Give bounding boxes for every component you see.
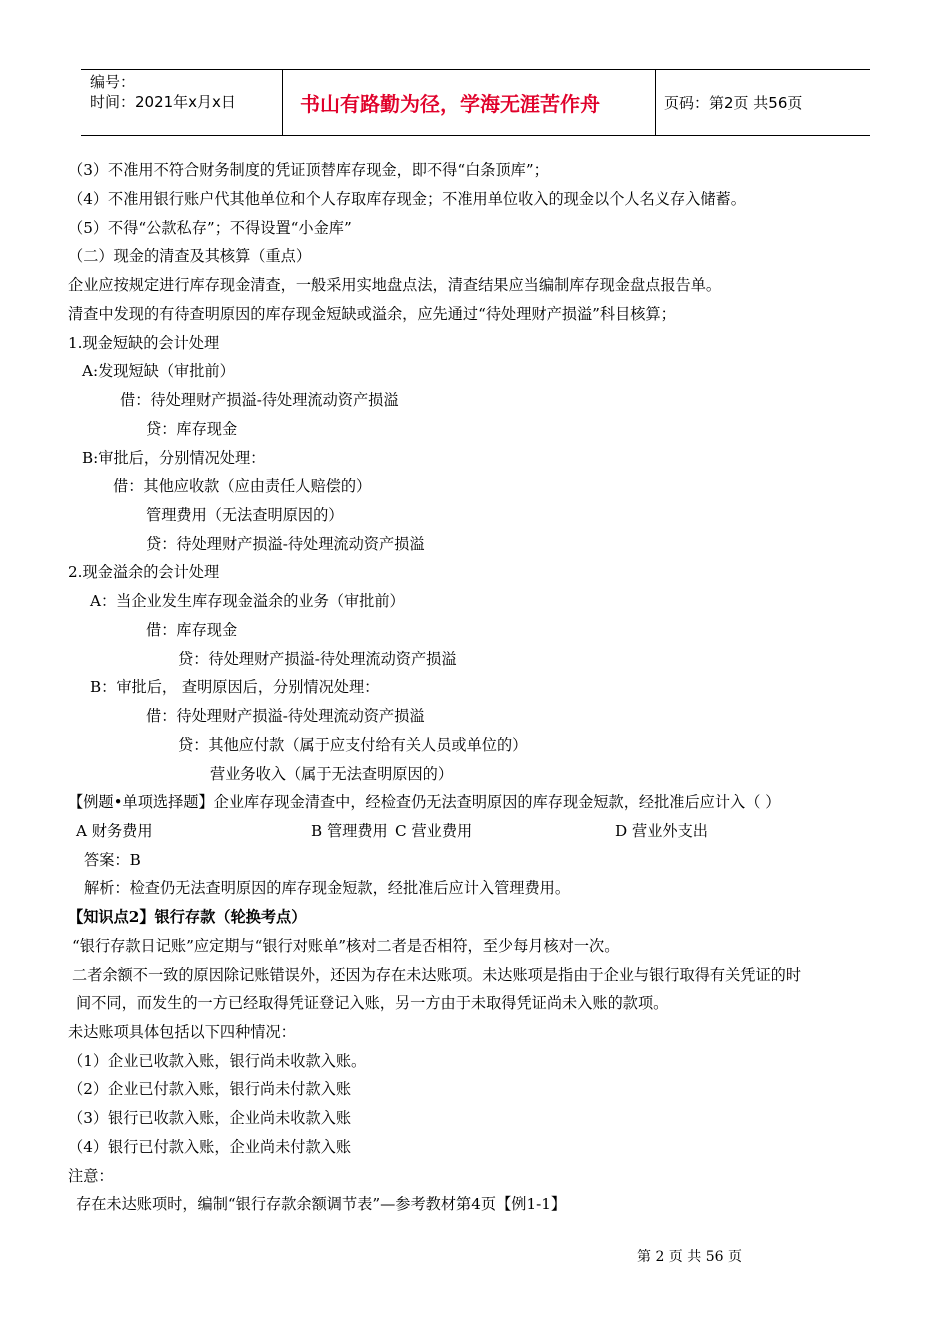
shortage-b-credit: 贷：待处理财产损溢-待处理流动资产损溢 [146,535,425,553]
option-b: B 管理费用 [311,822,388,840]
header-number-label: 编号： [90,73,136,91]
surplus-step-a: A：当企业发生库存现金溢余的业务（审批前） [90,592,405,610]
option-c: C 营业费用 [395,822,473,840]
rule-line-5: （5）不得“公款私存”；不得设置“小金库” [68,219,352,237]
outstanding-case-1: （1）企业已收款入账，银行尚未收款入账。 [68,1052,367,1070]
surplus-step-b: B：审批后， 查明原因后，分别情况处理： [90,678,380,696]
shortage-step-b: B:审批后，分别情况处理： [82,449,266,467]
outstanding-case-3: （3）银行已收款入账，企业尚未收款入账 [68,1109,352,1127]
paragraph-cash-discrepancy: 清查中发现的有待查明原因的库存现金短缺或溢余，应先通过“待处理财产损溢”科目核算； [68,305,676,323]
option-d: D 营业外支出 [615,822,708,840]
surplus-b-credit: 贷：其他应付款（属于应支付给有关人员或单位的） [178,736,528,754]
outstanding-case-2: （2）企业已付款入账，银行尚未付款入账 [68,1080,352,1098]
note-label: 注意： [68,1167,114,1185]
knowledge-point-heading: 【知识点2】银行存款（轮换考点） [68,908,307,926]
shortage-b-debit-2: 管理费用（无法查明原因的） [146,506,344,524]
shortage-a-credit: 贷：库存现金 [146,420,238,438]
option-a: A 财务费用 [76,822,153,840]
section-heading-cash-check: （二）现金的清查及其核算（重点） [68,247,311,265]
outstanding-intro: 未达账项具体包括以下四种情况： [68,1023,296,1041]
header-bottom-rule [81,135,870,136]
header-top-rule [81,69,870,70]
rule-line-4: （4）不准用银行账户代其他单位和个人存取库存现金；不准用单位收入的现金以个人名义存入储蓄。 [68,190,746,208]
header-motto: 书山有路勤为径，学海无涯苦作舟 [300,92,600,116]
surplus-b-debit: 借：待处理财产损溢-待处理流动资产损溢 [146,707,425,725]
outstanding-case-4: （4）银行已付款入账，企业尚未付款入账 [68,1138,352,1156]
surplus-a-debit: 借：库存现金 [146,621,238,639]
note-text: 存在未达账项时，编制“银行存款余额调节表”—参考教材第4页【例1-1】 [76,1195,567,1213]
rule-line-3: （3）不准用不符合财务制度的凭证顶替库存现金，即不得“白条顶库”； [68,161,549,179]
header-divider-right [655,69,656,135]
surplus-a-credit: 贷：待处理财产损溢-待处理流动资产损溢 [178,650,457,668]
header-time-label: 时间：2021年x月x日 [90,93,236,111]
paragraph-outstanding-1: 二者余额不一致的原因除记账错误外，还因为存在未达账项。未达账项是指由于企业与银行取得有关凭证的时 [72,966,801,984]
subheading-cash-surplus: 2.现金溢余的会计处理 [68,563,220,581]
shortage-b-debit: 借：其他应收款（应由责任人赔偿的） [113,477,372,495]
paragraph-cash-check: 企业应按规定进行库存现金清查，一般采用实地盘点法，清查结果应当编制库存现金盘点报告单。 [68,276,722,294]
subheading-cash-shortage: 1.现金短缺的会计处理 [68,334,220,352]
header-divider-left [282,69,283,135]
header-page-info: 页码：第2页 共56页 [664,94,803,112]
shortage-a-debit: 借：待处理财产损溢-待处理流动资产损溢 [120,391,399,409]
example-question: 【例题•单项选择题】企业库存现金清查中，经检查仍无法查明原因的库存现金短款，经批准后应计入（ ） [68,793,781,811]
shortage-step-a: A:发现短缺（审批前） [82,362,235,380]
answer: 答案：B [84,851,141,869]
page-footer: 第 2 页 共 56 页 [637,1249,742,1265]
explanation: 解析：检查仍无法查明原因的库存现金短款，经批准后应计入管理费用。 [84,879,570,897]
paragraph-bank-reconcile: “银行存款日记账”应定期与“银行对账单”核对二者是否相符，至少每月核对一次。 [72,937,620,955]
paragraph-outstanding-2: 间不同，而发生的一方已经取得凭证登记入账，另一方由于未取得凭证尚未入账的款项。 [76,994,669,1012]
surplus-b-credit-2: 营业务收入（属于无法查明原因的） [210,765,453,783]
